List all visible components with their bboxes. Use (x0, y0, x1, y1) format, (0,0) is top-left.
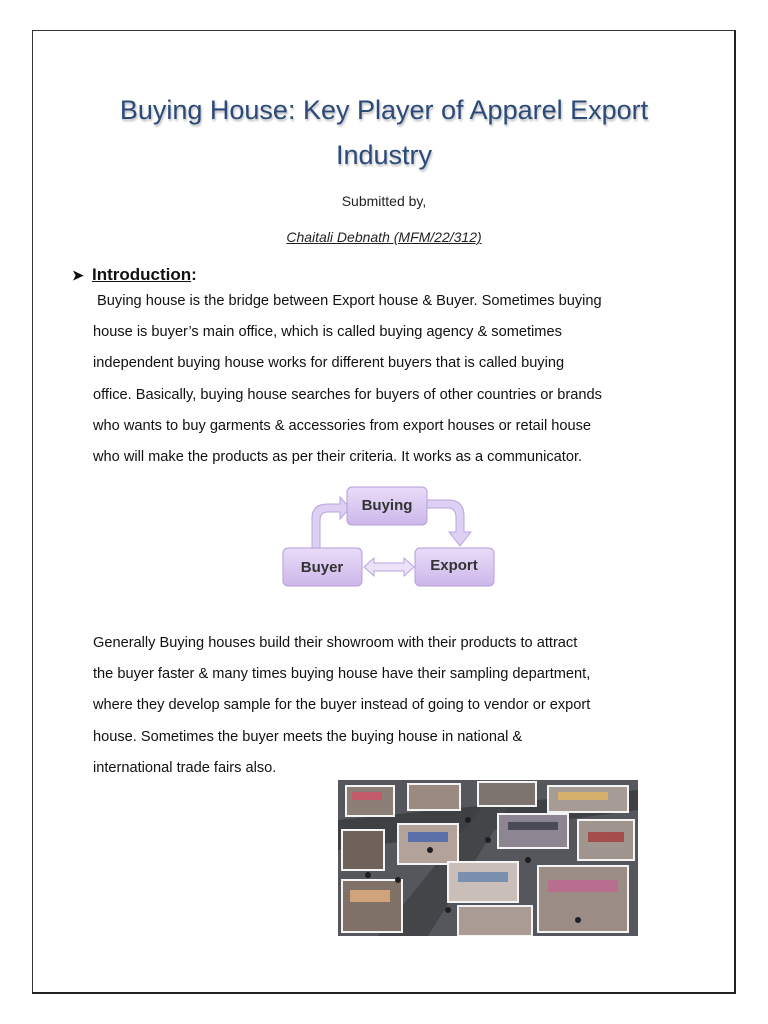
intro-line: house is buyer’s main office, which is called buying agency & sometimes (93, 324, 562, 341)
intro-heading (72, 265, 197, 285)
node-buying-label: Buying (361, 497, 413, 514)
intro-line: who will make the products as per their criteria. It works as a communicator. (93, 449, 583, 466)
showroom-line: the buyer faster & many times buying house have their sampling department, (93, 666, 591, 683)
showroom-line: Generally Buying houses build their showroom with their products to attract (93, 635, 578, 651)
intro-line: independent buying house works for different buyers that is called buying (93, 355, 565, 372)
intro-line: who wants to buy garments & accessories from export houses or retail house (93, 417, 592, 434)
node-buyer-label: Buyer (300, 559, 344, 576)
title-line-2: Industry (335, 140, 433, 170)
arrowhead-bullet-icon: ➤ (72, 267, 84, 283)
intro-line: office. Basically, buying house searches for buyers of other countries or brands (93, 386, 602, 403)
intro-heading-label: Introduction (92, 265, 192, 284)
showroom-line: where they develop sample for the buyer instead of going to vendor or export (93, 697, 591, 714)
submitted-by: Submitted by, (341, 193, 427, 209)
trade-fair-photo (338, 780, 638, 936)
intro-paragraph (93, 286, 683, 473)
showroom-paragraph (93, 628, 683, 784)
arrow-buyer-export-two-way (364, 558, 414, 576)
page-title (60, 88, 708, 178)
arrow-buyer-to-buying (312, 497, 350, 548)
intro-heading-colon: : (191, 265, 197, 284)
intro-line: Buying house is the bridge between Export house & Buyer. Sometimes buying (93, 293, 602, 309)
buying-flow-diagram (278, 480, 500, 595)
node-export-label: Export (430, 557, 478, 574)
author-line: Chaitali Debnath (MFM/22/312) (286, 229, 482, 245)
title-line-1: Buying House: Key Player of Apparel Export (119, 95, 649, 125)
arrow-buying-to-export (426, 500, 471, 546)
showroom-line: house. Sometimes the buyer meets the buying house in national & (93, 728, 523, 745)
showroom-line: international trade fairs also. (93, 759, 277, 776)
